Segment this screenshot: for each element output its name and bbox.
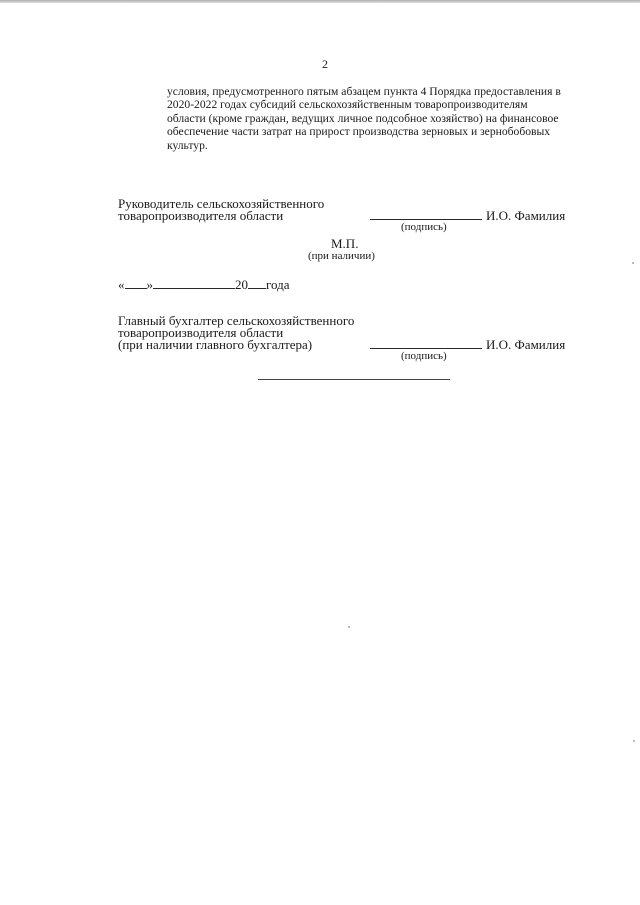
accountant-title-line1: Главный бухгалтер сельскохозяйственного (118, 313, 355, 328)
head-signature-line (370, 219, 482, 220)
seal-label: М.П. (331, 236, 359, 251)
date-day-blank (125, 278, 147, 289)
date-open-quote: « (118, 277, 125, 292)
head-title-line2: товаропроизводителя области (118, 208, 284, 223)
head-signature-caption: (подпись) (401, 221, 447, 233)
page-number: 2 (322, 57, 328, 71)
head-name: И.О. Фамилия (486, 208, 566, 223)
paragraph-line: области (кроме граждан, ведущих личное подсобное хозяйство) на финансовое (167, 111, 559, 125)
accountant-signature-line (370, 348, 482, 349)
scan-top-edge (0, 0, 640, 3)
date-month-blank (153, 278, 235, 289)
scan-speck (348, 626, 350, 628)
head-title-line1: Руководитель сельскохозяйственного (118, 196, 325, 211)
scan-speck (633, 740, 635, 742)
paragraph-line: культур. (167, 138, 208, 152)
accountant-signature-caption: (подпись) (401, 350, 447, 362)
paragraph-line: 2020-2022 годах субсидий сельскохозяйственным товаропроизводителям (167, 98, 528, 112)
accountant-name: И.О. Фамилия (486, 337, 566, 352)
date-line (118, 277, 290, 293)
paragraph-line: обеспечение части затрат на прирост производства зерновых и зернобобовых (167, 125, 551, 139)
body-paragraph (167, 85, 585, 152)
date-close-quote: » (146, 277, 153, 292)
date-year-prefix: 20 (235, 277, 248, 292)
closing-rule (258, 379, 450, 380)
seal-caption: (при наличии) (308, 250, 375, 262)
paragraph-line: условия, предусмотренного пятым абзацем пункта 4 Порядка предоставления в (167, 85, 561, 98)
accountant-title-line3: (при наличии главного бухгалтера) (118, 337, 313, 352)
accountant-title-line2: товаропроизводителя области (118, 325, 284, 340)
date-suffix: года (266, 277, 290, 292)
date-year-blank (248, 278, 266, 289)
scan-speck (632, 262, 634, 264)
